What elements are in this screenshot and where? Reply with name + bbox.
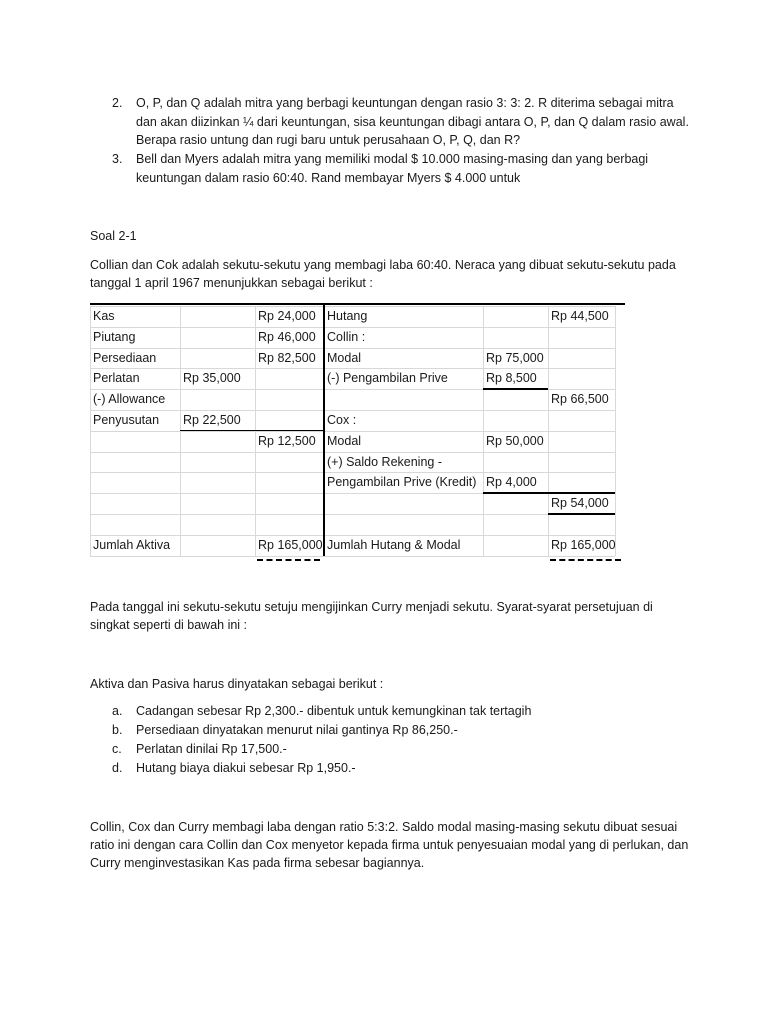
table-cell-aktiva-label xyxy=(91,472,181,493)
table-cell-pasiva-amount xyxy=(549,452,616,473)
table-cell-pasiva-detail xyxy=(484,493,549,514)
subtotal-underline xyxy=(483,388,548,390)
table-cell-aktiva-amount: Rp 24,000 xyxy=(258,309,316,323)
table-cell-aktiva-label: Persediaan xyxy=(93,350,157,365)
table-cell-pasiva-label: (-) Pengambilan Prive xyxy=(327,371,448,386)
table-cell-aktiva-amount: Rp 82,500 xyxy=(258,350,316,365)
problem-text: O, P, dan Q adalah mitra yang berbagi keuntungan dengan rasio 3: 3: 2. R diterima sebagai mitra dan akan diizinkan ¼ dari keuntungan, sisa keuntungan dibagi antara O, P, dan Q dalam rasio awal. Berapa rasio untung dan rugi baru untuk perusahaan O, P, Q, dan R? xyxy=(136,96,689,147)
table-cell-aktiva-label xyxy=(91,452,181,473)
condition-text: Cadangan sebesar Rp 2,300.- dibentuk untuk kemungkinan tak tertagih xyxy=(136,704,532,718)
problem-number: 2. xyxy=(112,96,123,110)
condition-item xyxy=(112,702,531,720)
table-cell-aktiva-label: Perlatan xyxy=(93,371,140,386)
table-cell-pasiva-label: Modal xyxy=(327,433,362,448)
table-cell-pasiva-amount xyxy=(549,472,616,493)
table-cell-pasiva-amount xyxy=(549,368,616,389)
table-cell-pasiva-amount xyxy=(549,348,616,369)
table-cell-pasiva-amount: Rp 165,000 xyxy=(551,537,616,552)
subtotal-underline xyxy=(548,513,615,515)
table-cell-aktiva-label xyxy=(91,431,181,452)
table-cell-pasiva-amount xyxy=(549,410,616,431)
subtotal-underline xyxy=(255,430,324,432)
curry-paragraph: Pada tanggal ini sekutu-sekutu setuju mengijinkan Curry menjadi sekutu. Syarat-syarat persetujuan di singkat seperti di bawah ini : xyxy=(90,600,653,632)
table-cell-pasiva-label: Cox : xyxy=(327,413,357,427)
table-cell-pasiva-detail: Rp 4,000 xyxy=(486,475,537,490)
table-cell-aktiva-detail xyxy=(181,431,256,452)
table-cell-aktiva-detail xyxy=(181,535,256,556)
table-cell-pasiva-label xyxy=(325,493,484,514)
table-cell-pasiva-detail xyxy=(484,452,549,473)
table-cell-pasiva-label: Hutang xyxy=(327,309,368,323)
table-cell-pasiva-label: Pengambilan Prive (Kredit) xyxy=(327,475,477,490)
table-cell-pasiva-amount: Rp 44,500 xyxy=(551,309,609,323)
table-cell-pasiva-amount xyxy=(549,327,616,348)
subtotal-underline xyxy=(483,492,548,494)
table-cell-pasiva-label: Jumlah Hutang & Modal xyxy=(327,537,461,552)
table-cell-pasiva-amount: Rp 54,000 xyxy=(551,496,609,511)
table-cell-aktiva-label: Penyusutan xyxy=(93,413,160,427)
subtotal-underline xyxy=(180,430,255,432)
condition-text: Hutang biaya diakui sebesar Rp 1,950.- xyxy=(136,761,356,775)
table-cell-aktiva-detail xyxy=(181,514,256,535)
table-cell-pasiva-detail xyxy=(484,410,549,431)
table-cell-aktiva-detail: Rp 35,000 xyxy=(183,371,241,386)
table-cell-aktiva-amount xyxy=(256,389,325,410)
table-cell-aktiva-amount: Rp 46,000 xyxy=(258,329,316,344)
table-cell-pasiva-label: Collin : xyxy=(327,329,366,344)
table-cell-aktiva-amount: Rp 12,500 xyxy=(258,433,316,448)
table-cell-pasiva-detail: Rp 50,000 xyxy=(486,433,544,448)
total-dashed-line xyxy=(257,559,320,561)
intro-paragraph: Collian dan Cok adalah sekutu-sekutu yang membagi laba 60:40. Neraca yang dibuat sekutu-sekutu pada tanggal 1 april 1967 menunjukkan sebagai berikut : xyxy=(90,258,676,290)
table-cell-pasiva-label: (+) Saldo Rekening - xyxy=(327,454,442,469)
subtotal-underline xyxy=(548,492,615,494)
table-cell-aktiva-amount xyxy=(256,410,325,431)
table-cell-aktiva-label xyxy=(91,514,181,535)
table-cell-aktiva-detail xyxy=(181,389,256,410)
problem-item xyxy=(112,94,692,150)
table-cell-aktiva-detail xyxy=(181,452,256,473)
table-cell-aktiva-label xyxy=(91,493,181,514)
table-cell-aktiva-detail xyxy=(181,472,256,493)
condition-letter: d. xyxy=(112,761,123,775)
table-cell-pasiva-label: Modal xyxy=(327,350,362,365)
problem-item xyxy=(112,150,692,187)
table-top-border xyxy=(90,303,625,305)
table-cell-aktiva-detail xyxy=(181,493,256,514)
table-cell-aktiva-amount xyxy=(256,472,325,493)
condition-text: Perlatan dinilai Rp 17,500.- xyxy=(136,742,287,756)
table-cell-pasiva-detail: Rp 75,000 xyxy=(486,350,544,365)
table-cell-aktiva-amount xyxy=(256,368,325,389)
aktiva-paragraph: Aktiva dan Pasiva harus dinyatakan sebagai berikut : xyxy=(90,677,384,691)
table-cell-aktiva-label: Kas xyxy=(93,309,115,323)
condition-item xyxy=(112,759,356,777)
table-cell-pasiva-label xyxy=(325,514,484,535)
table-cell-pasiva-detail xyxy=(484,535,549,556)
final-paragraph: Collin, Cox dan Curry membagi laba dengan ratio 5:3:2. Saldo modal masing-masing sekutu dibuat sesuai ratio ini dengan cara Collin dan Cox menyetor kepada firma untuk penyesuaian modal yang di perlukan, dan Curry menginvestasikan Kas pada firma sebesar bagiannya. xyxy=(90,820,689,870)
table-cell-aktiva-amount xyxy=(256,452,325,473)
condition-letter: b. xyxy=(112,723,123,737)
condition-item xyxy=(112,721,458,739)
condition-text: Persediaan dinyatakan menurut nilai gantinya Rp 86,250.- xyxy=(136,723,458,737)
balance-sheet-table xyxy=(90,306,615,556)
table-cell-pasiva-amount xyxy=(549,514,616,535)
table-cell-aktiva-detail xyxy=(181,306,256,327)
table-cell-pasiva-detail: Rp 8,500 xyxy=(486,371,537,386)
condition-letter: c. xyxy=(112,742,122,756)
table-cell-aktiva-label: (-) Allowance xyxy=(93,392,166,407)
table-cell-aktiva-amount xyxy=(256,514,325,535)
table-cell-pasiva-detail xyxy=(484,327,549,348)
table-cell-pasiva-amount: Rp 66,500 xyxy=(551,392,609,407)
total-dashed-line xyxy=(550,559,621,561)
table-cell-aktiva-amount: Rp 165,000 xyxy=(258,537,323,552)
problem-text: Bell dan Myers adalah mitra yang memiliki modal $ 10.000 masing-masing dan yang berbagi keuntungan dalam rasio 60:40. Rand membayar Myers $ 4.000 untuk xyxy=(136,152,649,185)
table-cell-aktiva-detail: Rp 22,500 xyxy=(183,413,241,427)
table-cell-aktiva-label: Jumlah Aktiva xyxy=(93,537,171,552)
soal-title: Soal 2-1 xyxy=(90,229,137,243)
table-cell-pasiva-detail xyxy=(484,514,549,535)
table-cell-pasiva-detail xyxy=(484,306,549,327)
table-cell-aktiva-detail xyxy=(181,327,256,348)
table-cell-pasiva-label xyxy=(325,389,484,410)
condition-letter: a. xyxy=(112,704,123,718)
table-cell-aktiva-label: Piutang xyxy=(93,329,136,344)
table-cell-pasiva-amount xyxy=(549,431,616,452)
grid-hline xyxy=(90,556,615,557)
table-cell-aktiva-detail xyxy=(181,348,256,369)
table-cell-pasiva-detail xyxy=(484,389,549,410)
condition-item xyxy=(112,740,287,758)
table-cell-aktiva-amount xyxy=(256,493,325,514)
problem-number: 3. xyxy=(112,152,123,166)
